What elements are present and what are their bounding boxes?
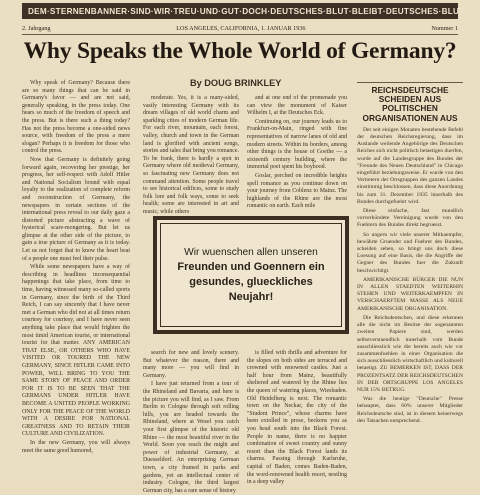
article-column-2-bottom [143,350,239,494]
banner-left-motto: DEM·STERNENBANNER·SIND·WIR·TREU·UND·GUT· [28,6,243,16]
greeting-line-2: Freunden und Goennern ein [177,261,325,273]
sidebar-paragraph: AMERIKANISCHE BÜRGER DIE NUN IN ALLEN STAEDTEN WEITERHIN STEHEN UND WEITERKAEMPFEN IN VERSCHAERFTEM MASSE ALS NEUE AMERIKANISCHE ORGANISATION. [357,276,463,312]
greeting-line-1: Wir wuenschen allen unseren [184,247,318,258]
article-paragraph: I have just returned from a tour of the Rhineland and Bavaria, and here is the picture you will find, as I saw. From Berlin to Cologne through soft rolling hills, you are headed towards the Rhineland, where at Wesel you catch your first glimpse of the historic old Rhine — the most beautiful river in the World. Soon you reach the might and power of industrial Germany, at Duesseldorf. An enterprising German town, a city framed in parks and gardens, yet an intellectual center of industry. Cologne, the third largest German city, has a rare sense of history [143,381,239,494]
masthead-banner [22,3,468,19]
article-column-2-top [143,95,239,215]
new-year-greeting-box [153,216,349,334]
article-paragraph: Why speak of Germany? Because there are so many things that can be said in Germany's favor — and are not said, generally speaking, in the press today. One hears so much of the freedom of speech and the press. But is there such a thing today? Has not the press become a one-sided news source, with freedom of the press a mere slogan? Perhaps it is freedom for those who control the press. [22,80,130,155]
article-column-3-top [247,95,347,209]
sidebar-heading: REICHSDEUTSCHE SCHEIDEN AUS POLITISCHEN ORGANISATIONEN AUS [362,85,458,123]
article-paragraph: is filled with thrills and adventure for the slopes on both sides are terraced and crowned with renowned castles. Just a half hour from Mainz, beautifully sheltered and watered by the Rhine lies the queen of watering places, Wiesbaden. Old Heidelberg is next. The romantic town on the Neckar, the city of the "Student Prince", whose charms have been extolled in prose, beckons you as you head south into the Black Forest. People in name, there is no happier combination of sweet country and sunny resort than the Black Forest lands its charms. Passing through Karlsruhe, capital of Baden, comes Baden-Baden, the word-renowned health resort, nestling in a deep valley [247,350,347,486]
issue-place-date: LOS ANGELES, CALIFORNIA, 1. JANUAR 1936 [176,25,306,32]
greeting-line-4: Neujahr! [228,291,274,303]
sidebar-rule [357,82,463,83]
issue-number: Nummer 1 [431,25,458,32]
article-column-1 [22,80,130,478]
article-column-3-bottom [247,350,347,486]
article-paragraph: and at one end of the promenade you can view the monument of Kaiser Wilhelm I, at the Deutsches Eck. [247,95,347,117]
issue-volume: 2. Jahrgang [22,25,51,32]
article-paragraph: Goslar, perched on incredible heights spell romance as you continue down on your journey from Coblenz to Mainz. The highlands of the Rhine are the most romantic on earth. Each mile [247,172,347,210]
sidebar-paragraph: Die Reichsdeutschen, und diese erkennen alle die nicht im Besitze der sogenannten zweiten Papiere sind, werden selbstverstaendlich innerhalb vom Bunde ausschliesslich wie die bereits auch wie vor zusammenfuehlen in einer Organisation die sich ausschliesslich wirtschaftlich und kulturell betaetigt. ZU BEMERKEN IST, DASS DER PROZENTSATZ DER REICHSDEUTSCHEN IN DER ORTSGRUPPE LOS ANGELES NUR 15% BETRUG. [357,314,463,393]
article-paragraph: search for new and lovely scenery. But whatever the reason, there and many more — you will find in Germany. [143,350,239,379]
banner-right-motto: DOCH·DEUTSCHES·BLUT·BLEIBT·DEUTSCHES·BLUT· [242,6,468,16]
issue-line [22,25,458,35]
sidebar-paragraph: Diese einfache, fast mundlich vorverkündete Vereinigung wurde von den Fuehrern des Bundes direkt begruesst. [357,208,463,229]
article-paragraph: While some newspapers have a way of describing in headlines inconsequential happenings that take place, from time to time, having witnessed many so-called sports in Germany, since the birth of the Third Reich, I can say sincerely that I have never met a German who did not at all times return courtesy for courtesy, and I have never seen anything take place that would frighten the most timid American tourist, or international tourist for that matter. ANY AMERICAN THAT ELSE, OR OTHERS WHO HAVE VISITED OR TOURED THE NEW GERMANY, SINCE HITLER CAME INTO POWER, WILL BRING TO YOU THE SAME STORY OF PEACE AND ORDER FOR IT IS TO BE SEEN THAT THE GERMANS UNDER HITLER HAVE BECOME A UNITED PEOPLE WORKING ONLY FOR THE PEACE OF THE WORLD WITH A DESIRE FOR NATIONAL GREATNESS AND TO RETAIN THEIR CULTURE AND CIVILIZATION. [22,264,130,438]
article-paragraph: Continuing on, our journey leads us to Frankfurt-on-Main, ringed with fine representatives of narrow lanes of old and modern streets. Within its borders, among other things is the house of Goethe — a sixteenth century building, where the immortal poet spent his boyhood. [247,118,347,171]
sidebar-paragraph: Der seit einigen Monaten bestehende Befehl der deutschen Reichsregierung, dass im Auslande weilende Angehörige des Deutschen Reiches sich nicht politisch betaetigen duerfen, wurde auf die Landesgruppe des Bundes der "Freunde des Neuen Deutschland" in Chicago eingeführt beziehungsweise. Er wurde von den Vertretern der Ortsgruppen des ganzen Landes einstimmig beschlossen, dass diese Anordnung bis zum 31. Dezember 1935 innerhalb des Bundes durchgefuehrt wird. [357,126,463,205]
article-paragraph: In the new Germany, you will always meet the same good humored, [22,439,130,454]
headline: Why Speaks the Whole World of Germany? [23,38,457,64]
byline: By DOUG BRINKLEY [190,78,282,88]
sidebar-paragraph: So ungern wir viele unserer Mitkaempfer, bewährte Gruender und Fuehrer des Bundes, scheiden sehen, so bringt uns doch diese Loesung auf eine Basis, die die Angriffe der Gegner des Bundes fuer die Zukunft beschwichtigt. [357,231,463,274]
greeting-line-3: gesundes, glueckliches [189,276,313,288]
article-paragraph: moderate. Yes, it is a many-sided, vastly interesting Germany with its dream villages of old world charm and sparkling cities of modern German life. For each river, mountain, each forest, valley, church and town in the German land is glorified with ancient songs, stories and tales that bring you romance. To be frank, there is hardly a spot in Germany where old medieval Germany, so fascinating new Germany does not command attention. Some people travel to see historical edifices, some to study folk lore and folk ways, some to seek health; some are interested in art and music; while others [143,95,239,215]
article-paragraph: Now that Germany is definitely going forward again, recovering her prestige, her progress, her self-respect with Adolf Hitler and National Socialism bound with equal loyalty to the realization of complete reform and reconstruction of Germany, the newspapers in certain sections of the international press reveal to our daily gaze a distorted picture abstracting a wave of hysterical scare-mongering. But let us glimpse at the other side of the picture, to gain a true picture of Germany as it is today. Let us not forget that to know the heart beat of a people one must feel their pulse. [22,156,130,262]
sidebar-article [357,82,463,478]
sidebar-paragraph: Was die heutige "Deutsche" Presse behauptet, dass 60% unserer Mitglieder Reichsdeutsche sind, ist in diesem keinerwegs den Tatsachen entsprechend. [357,396,463,424]
